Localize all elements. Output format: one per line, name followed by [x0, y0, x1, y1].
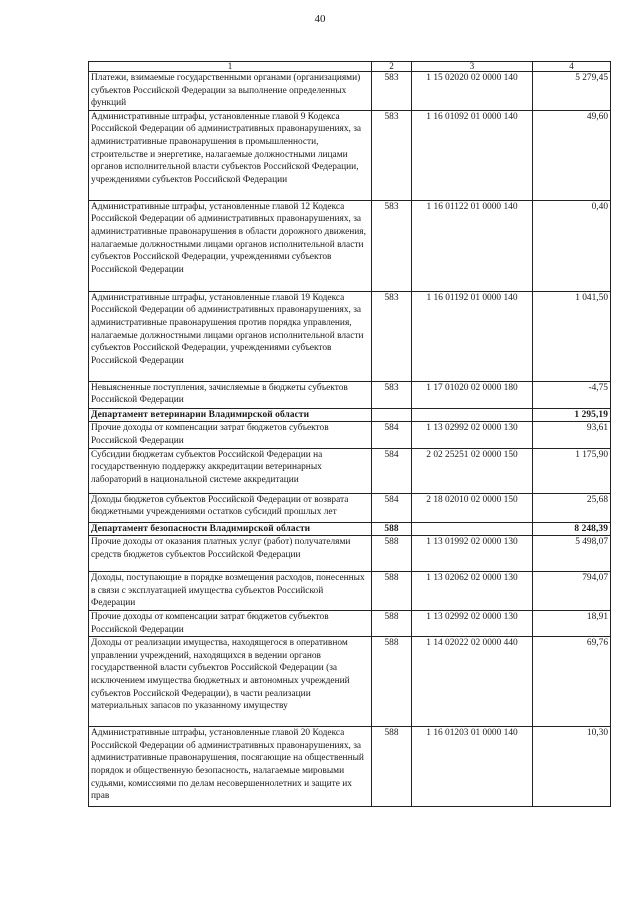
- table-row: [89, 448, 611, 493]
- row-name-cell: Субсидии бюджетам субъектов Российской Федерации на государственную поддержку аккредитации ветеринарных лабораторий в национальной системе аккредитации: [89, 448, 372, 493]
- row-amount-cell: 5 279,45: [533, 72, 611, 111]
- row-budget-code-cell: 1 16 01203 01 0000 140: [412, 727, 533, 807]
- row-admin-code-cell: 584: [372, 448, 412, 493]
- header-col-2: 2: [372, 62, 412, 72]
- row-amount-cell: 18,91: [533, 610, 611, 636]
- row-name-cell: Платежи, взимаемые государственными органами (организациями) субъектов Российской Федерации за выполнение определенных функций: [89, 72, 372, 111]
- table-row: [89, 110, 611, 200]
- header-row: [89, 62, 611, 72]
- row-admin-code-cell: 583: [372, 110, 412, 200]
- row-budget-code-cell: 1 13 02062 02 0000 130: [412, 572, 533, 611]
- row-name-cell: Административные штрафы, установленные главой 20 Кодекса Российской Федерации об административных правонарушениях, за административные правонарушения, посягающие на общественный порядок и общественную безопасность, налагаемые мировыми судьями, комиссиями по делам несовершеннолетних и защите их прав: [89, 727, 372, 807]
- row-name-cell: Административные штрафы, установленные главой 9 Кодекса Российской Федерации об административных правонарушениях, за административные правонарушения в промышленности, строительстве и энергетике, налагаемые должностными лицами органов исполнительной власти субъектов Российской Федерации, учреждениями субъектов Российской Федерации: [89, 110, 372, 200]
- row-amount-cell: 25,68: [533, 493, 611, 522]
- row-budget-code-cell: 1 16 01092 01 0000 140: [412, 110, 533, 200]
- row-budget-code-cell: 1 14 02022 02 0000 440: [412, 637, 533, 727]
- table-body: [89, 72, 611, 807]
- row-name-cell: Административные штрафы, установленные главой 12 Кодекса Российской Федерации об административных правонарушениях, за административные правонарушения в области дорожного движения, налагаемые должностными лицами органов исполнительной власти субъектов Российской Федерации, учреждениями субъектов Российской Федерации: [89, 200, 372, 291]
- header-col-3: 3: [412, 62, 533, 72]
- department-row: [89, 522, 611, 536]
- table-row: [89, 381, 611, 408]
- row-budget-code-cell: [412, 522, 533, 536]
- table-row: [89, 200, 611, 291]
- row-amount-cell: 794,07: [533, 572, 611, 611]
- row-admin-code-cell: 588: [372, 522, 412, 536]
- header-col-1: 1: [89, 62, 372, 72]
- table-row: [89, 727, 611, 807]
- row-amount-cell: 93,61: [533, 422, 611, 448]
- row-name-cell: Прочие доходы от оказания платных услуг (работ) получателями средств бюджетов субъектов Российской Федерации: [89, 536, 372, 572]
- page-number: 40: [314, 13, 326, 25]
- revenue-table: [88, 61, 611, 807]
- table-row: [89, 610, 611, 636]
- row-amount-cell: -4,75: [533, 381, 611, 408]
- row-amount-cell: 69,76: [533, 637, 611, 727]
- row-name-cell: Невыясненные поступления, зачисляемые в бюджеты субъектов Российской Федерации: [89, 381, 372, 408]
- table-row: [89, 291, 611, 381]
- row-name-cell: Административные штрафы, установленные главой 19 Кодекса Российской Федерации об административных правонарушениях, за административные правонарушения против порядка управления, налагаемые должностными лицами органов исполнительной власти субъектов Российской Федерации, учреждениями субъектов Российской Федерации: [89, 291, 372, 381]
- row-budget-code-cell: 1 16 01192 01 0000 140: [412, 291, 533, 381]
- row-admin-code-cell: 588: [372, 637, 412, 727]
- row-admin-code-cell: 584: [372, 493, 412, 522]
- row-budget-code-cell: 1 15 02020 02 0000 140: [412, 72, 533, 111]
- table-row: [89, 572, 611, 611]
- row-budget-code-cell: 1 13 02992 02 0000 130: [412, 422, 533, 448]
- row-budget-code-cell: 1 13 01992 02 0000 130: [412, 536, 533, 572]
- row-amount-cell: 10,30: [533, 727, 611, 807]
- row-admin-code-cell: 583: [372, 291, 412, 381]
- row-amount-cell: 5 498,07: [533, 536, 611, 572]
- department-row: [89, 408, 611, 422]
- row-budget-code-cell: 1 16 01122 01 0000 140: [412, 200, 533, 291]
- row-name-cell: Прочие доходы от компенсации затрат бюджетов субъектов Российской Федерации: [89, 422, 372, 448]
- row-amount-cell: 49,60: [533, 110, 611, 200]
- row-admin-code-cell: 588: [372, 572, 412, 611]
- row-budget-code-cell: 1 17 01020 02 0000 180: [412, 381, 533, 408]
- table-row: [89, 493, 611, 522]
- row-admin-code-cell: 583: [372, 72, 412, 111]
- row-amount-cell: 8 248,39: [533, 522, 611, 536]
- row-name-cell: Доходы от реализации имущества, находящегося в оперативном управлении учреждений, находящихся в ведении органов государственной власти субъектов Российской Федерации (за исключением имущества бюджетных и автономных учреждений субъектов Российской Федерации), в части реализации материальных запасов по указанному имуществу: [89, 637, 372, 727]
- row-budget-code-cell: 1 13 02992 02 0000 130: [412, 610, 533, 636]
- row-name-cell: Доходы, поступающие в порядке возмещения расходов, понесенных в связи с эксплуатацией имущества субъектов Российской Федерации: [89, 572, 372, 611]
- row-admin-code-cell: 583: [372, 381, 412, 408]
- row-amount-cell: 1 041,50: [533, 291, 611, 381]
- table-header: [89, 62, 611, 72]
- table-row: [89, 536, 611, 572]
- row-budget-code-cell: 2 18 02010 02 0000 150: [412, 493, 533, 522]
- row-admin-code-cell: [372, 408, 412, 422]
- row-admin-code-cell: 588: [372, 536, 412, 572]
- table-row: [89, 637, 611, 727]
- row-amount-cell: 1 295,19: [533, 408, 611, 422]
- row-admin-code-cell: 583: [372, 200, 412, 291]
- header-col-4: 4: [533, 62, 611, 72]
- row-name-cell: Прочие доходы от компенсации затрат бюджетов субъектов Российской Федерации: [89, 610, 372, 636]
- row-admin-code-cell: 588: [372, 727, 412, 807]
- row-name-cell: Департамент безопасности Владимирской области: [89, 522, 372, 536]
- row-admin-code-cell: 588: [372, 610, 412, 636]
- table-row: [89, 422, 611, 448]
- row-budget-code-cell: [412, 408, 533, 422]
- row-amount-cell: 0,40: [533, 200, 611, 291]
- row-name-cell: Департамент ветеринарии Владимирской области: [89, 408, 372, 422]
- row-admin-code-cell: 584: [372, 422, 412, 448]
- table-row: [89, 72, 611, 111]
- row-name-cell: Доходы бюджетов субъектов Российской Федерации от возврата бюджетными учреждениями остатков субсидий прошлых лет: [89, 493, 372, 522]
- row-amount-cell: 1 175,90: [533, 448, 611, 493]
- row-budget-code-cell: 2 02 25251 02 0000 150: [412, 448, 533, 493]
